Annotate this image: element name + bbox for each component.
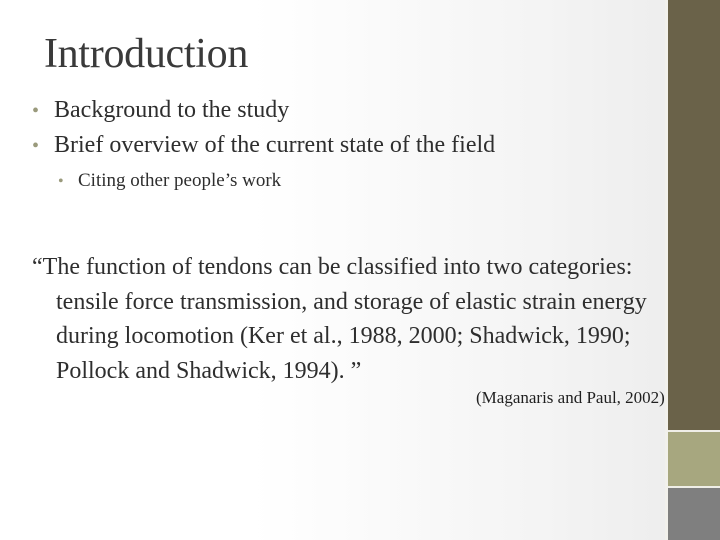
slide-title: Introduction — [44, 31, 249, 77]
decorative-band-block-grey — [668, 487, 720, 540]
sub-bullet-icon: • — [58, 173, 64, 190]
bullet-text: Brief overview of the current state of the field — [54, 132, 496, 158]
sub-bullet-item — [58, 167, 495, 196]
bullet-icon: • — [32, 100, 40, 122]
bullet-text: Background to the study — [54, 97, 290, 123]
decorative-band-separator-middle — [668, 486, 720, 488]
decorative-band-block-light — [668, 432, 720, 487]
bullet-item — [32, 128, 495, 163]
sub-bullet-text: Citing other people’s work — [78, 170, 282, 191]
quote-text: “The function of tendons can be classified into two categories: tensile force transmission, and storage of elastic strain energy during locomotion (Ker et al., 1988, 2000; Shadwick, 1990; Pollock and Shadwick, 1994). ” — [32, 254, 647, 384]
bullet-item — [32, 93, 495, 128]
quote-citation: (Maganaris and Paul, 2002) — [476, 388, 665, 407]
bullet-list — [32, 93, 495, 196]
bullet-icon: • — [32, 135, 40, 157]
decorative-band-separator-top — [668, 430, 720, 432]
